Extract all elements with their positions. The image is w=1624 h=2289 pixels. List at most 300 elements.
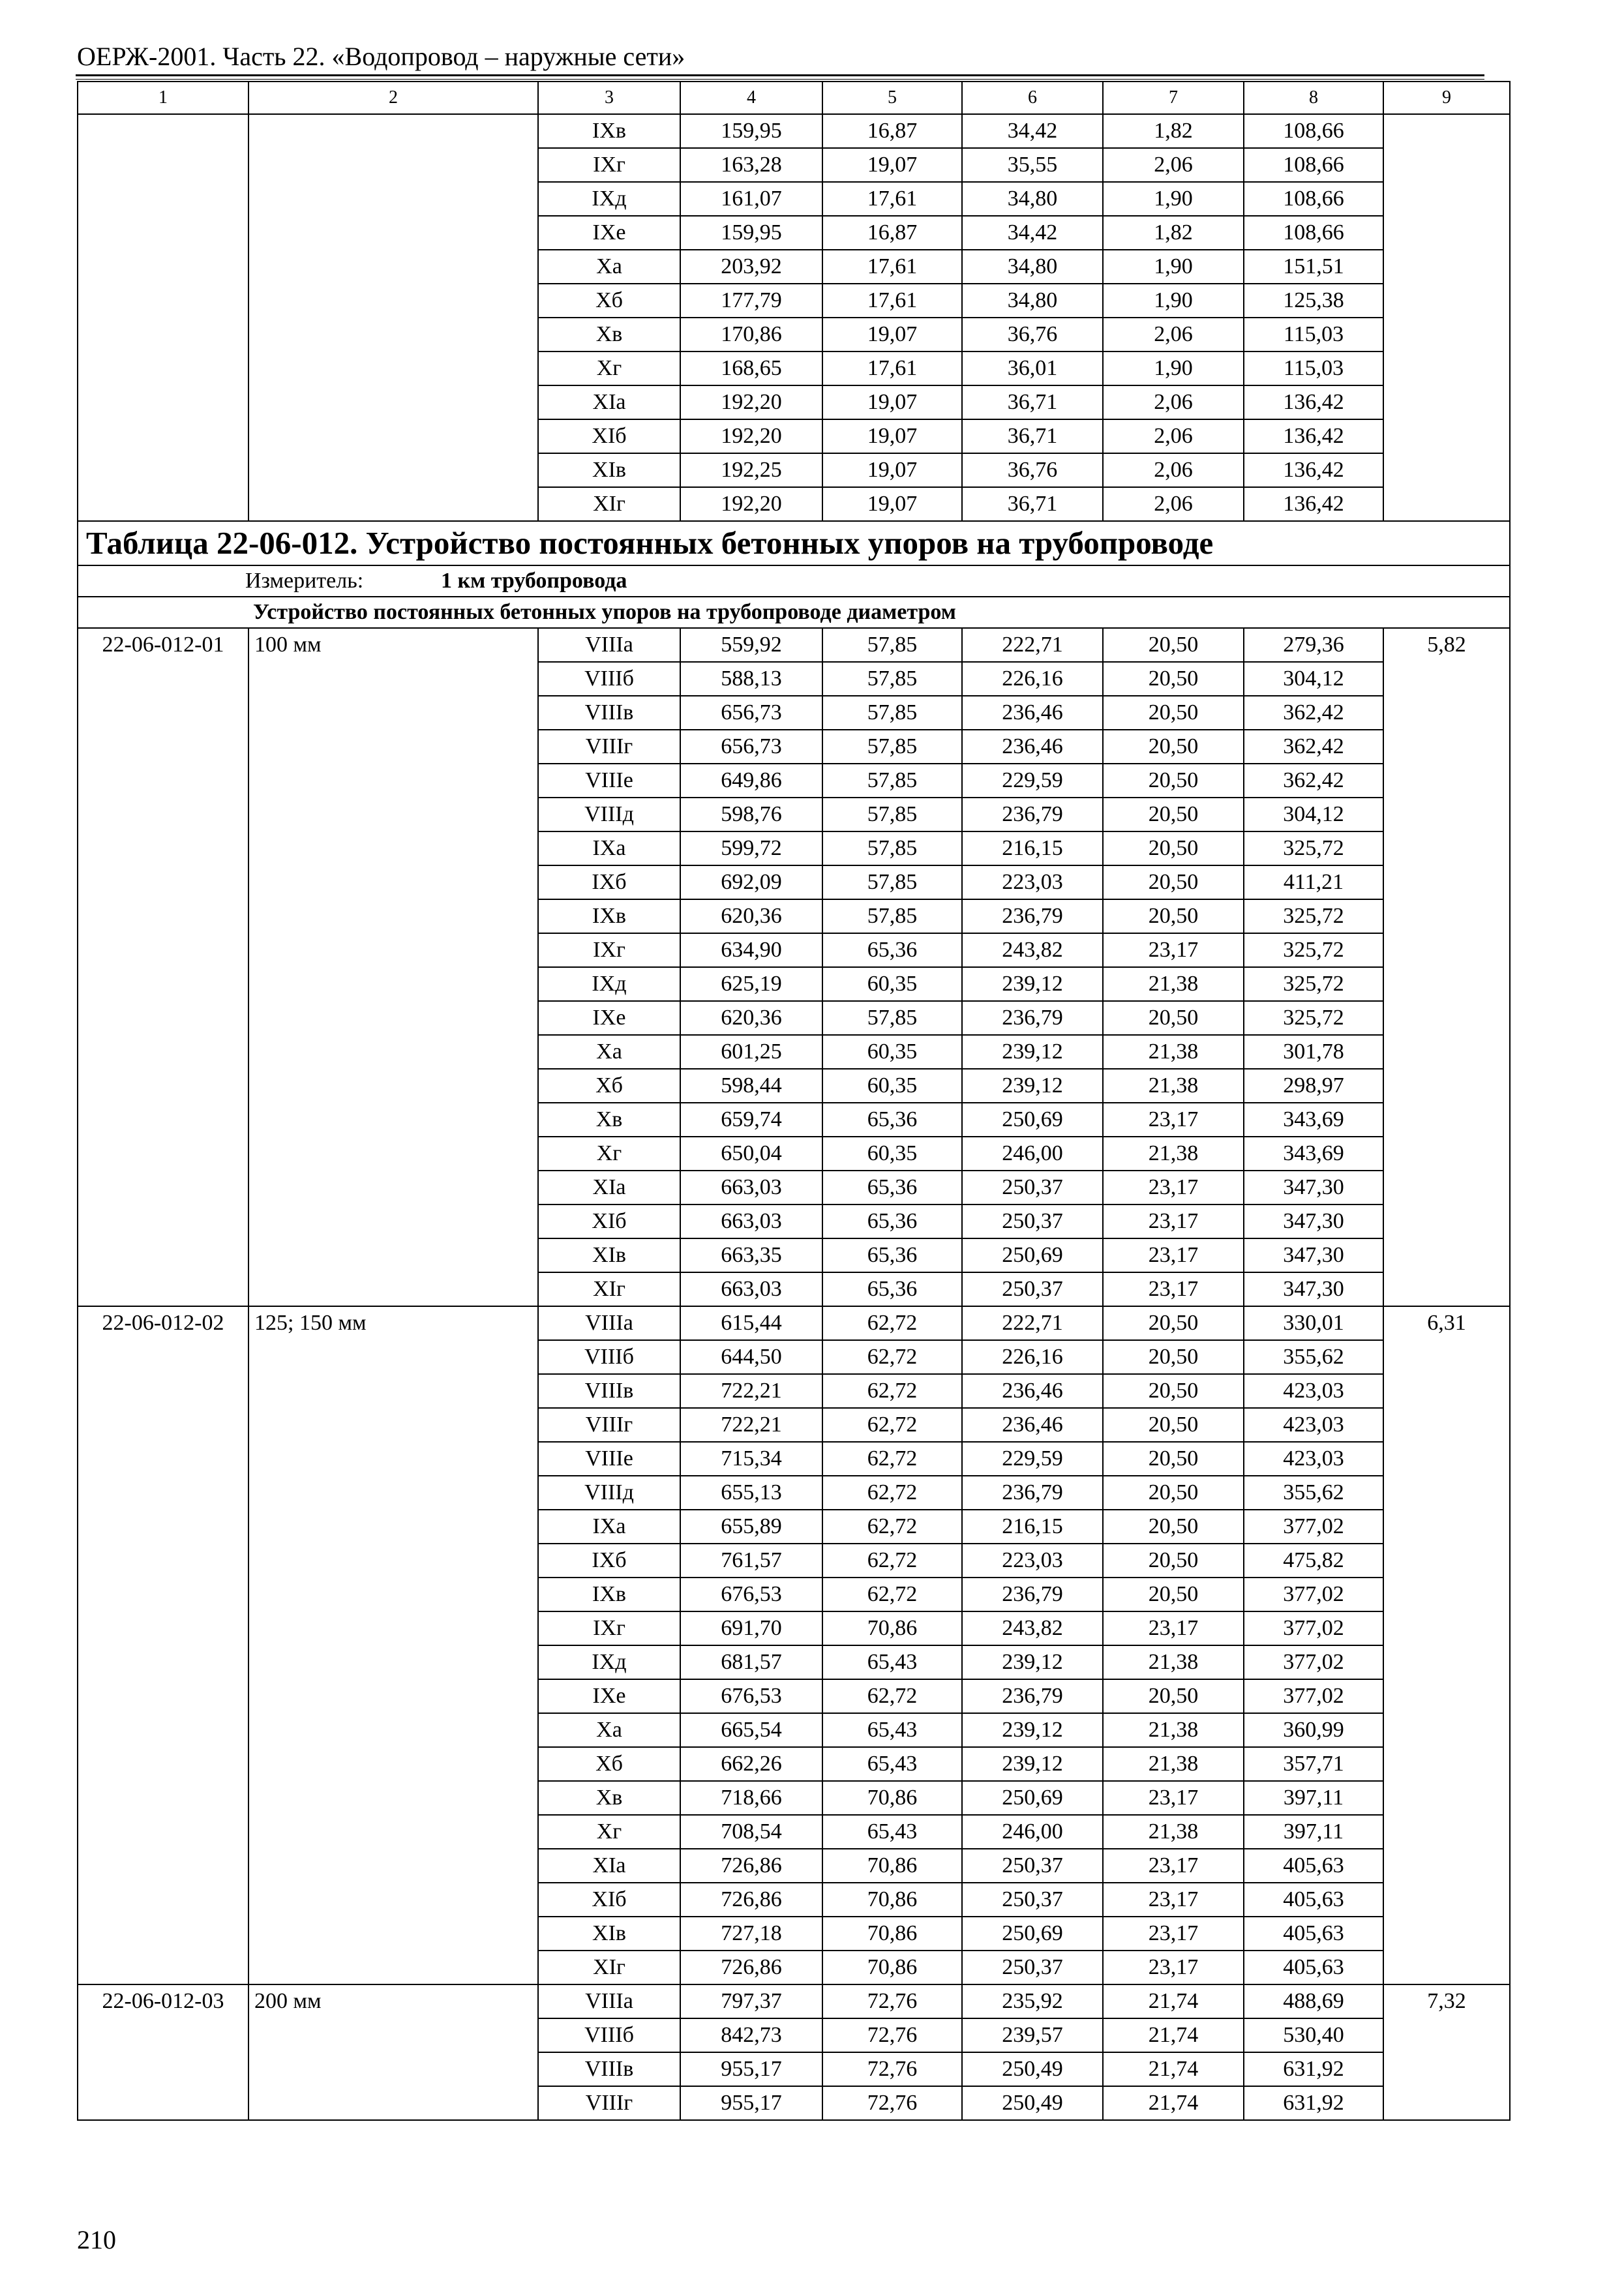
value-cell: 136,42 bbox=[1244, 453, 1383, 487]
page-header: ОЕРЖ-2001. Часть 22. «Водопровод – наружные сети» bbox=[77, 42, 685, 71]
value-cell: 65,43 bbox=[822, 1713, 962, 1747]
unit-row bbox=[78, 565, 1510, 597]
value-cell: 620,36 bbox=[680, 899, 822, 933]
value-cell: 65,36 bbox=[822, 1272, 962, 1306]
value-cell: 17,61 bbox=[822, 284, 962, 318]
column-number-row bbox=[78, 82, 1510, 114]
table-row bbox=[78, 1951, 1510, 1984]
value-cell: 236,79 bbox=[962, 1476, 1103, 1510]
col9-cell-empty bbox=[1383, 216, 1510, 250]
name-cell-empty bbox=[248, 1679, 538, 1713]
zone-cell: IXа bbox=[538, 831, 680, 865]
value-cell: 655,89 bbox=[680, 1510, 822, 1544]
value-cell: 17,61 bbox=[822, 352, 962, 385]
value-cell: 634,90 bbox=[680, 933, 822, 967]
value-cell: 192,20 bbox=[680, 487, 822, 521]
value-cell: 405,63 bbox=[1244, 1917, 1383, 1951]
value-cell: 20,50 bbox=[1103, 696, 1244, 730]
column-number: 5 bbox=[822, 82, 962, 114]
value-cell: 62,72 bbox=[822, 1340, 962, 1374]
value-cell: 722,21 bbox=[680, 1374, 822, 1408]
value-cell: 423,03 bbox=[1244, 1408, 1383, 1442]
code-cell-empty bbox=[78, 933, 248, 967]
table-row bbox=[78, 798, 1510, 831]
table-row bbox=[78, 487, 1510, 521]
value-cell: 347,30 bbox=[1244, 1238, 1383, 1272]
table-row bbox=[78, 730, 1510, 764]
value-cell: 655,13 bbox=[680, 1476, 822, 1510]
name-cell-empty bbox=[248, 148, 538, 182]
value-cell: 325,72 bbox=[1244, 1001, 1383, 1035]
value-cell: 20,50 bbox=[1103, 1510, 1244, 1544]
code-cell-empty bbox=[78, 419, 248, 453]
value-cell: 34,80 bbox=[962, 284, 1103, 318]
zone-cell: IXе bbox=[538, 1679, 680, 1713]
col9-cell-empty bbox=[1383, 967, 1510, 1001]
table-row bbox=[78, 1781, 1510, 1815]
value-cell: 23,17 bbox=[1103, 1272, 1244, 1306]
value-cell: 70,86 bbox=[822, 1951, 962, 1984]
value-cell: 239,12 bbox=[962, 1713, 1103, 1747]
value-cell: 236,79 bbox=[962, 1001, 1103, 1035]
value-cell: 250,37 bbox=[962, 1951, 1103, 1984]
value-cell: 72,76 bbox=[822, 2018, 962, 2052]
zone-cell: VIIIг bbox=[538, 730, 680, 764]
table-row bbox=[78, 1408, 1510, 1442]
value-cell: 62,72 bbox=[822, 1442, 962, 1476]
value-cell: 159,95 bbox=[680, 114, 822, 148]
table-row bbox=[78, 1679, 1510, 1713]
zone-cell: Xа bbox=[538, 250, 680, 284]
code-cell-empty bbox=[78, 1001, 248, 1035]
value-cell: 108,66 bbox=[1244, 148, 1383, 182]
table-row bbox=[78, 1374, 1510, 1408]
name-cell-empty bbox=[248, 730, 538, 764]
value-cell: 615,44 bbox=[680, 1306, 822, 1340]
zone-cell: Xг bbox=[538, 1137, 680, 1171]
col9-cell-empty bbox=[1383, 1849, 1510, 1883]
value-cell: 36,71 bbox=[962, 419, 1103, 453]
value-cell: 72,76 bbox=[822, 1984, 962, 2018]
zone-cell: XIг bbox=[538, 1951, 680, 1984]
value-cell: 20,50 bbox=[1103, 1476, 1244, 1510]
col9-cell-empty bbox=[1383, 1747, 1510, 1781]
name-cell-empty bbox=[248, 1069, 538, 1103]
table-row bbox=[78, 1238, 1510, 1272]
zone-cell: XIг bbox=[538, 487, 680, 521]
value-cell: 21,38 bbox=[1103, 1035, 1244, 1069]
value-cell: 599,72 bbox=[680, 831, 822, 865]
name-cell-empty bbox=[248, 1849, 538, 1883]
table-row bbox=[78, 148, 1510, 182]
name-cell-empty bbox=[248, 1815, 538, 1849]
value-cell: 65,36 bbox=[822, 1103, 962, 1137]
name-cell-empty bbox=[248, 1137, 538, 1171]
code-cell-empty bbox=[78, 1442, 248, 1476]
value-cell: 239,12 bbox=[962, 967, 1103, 1001]
value-cell: 34,42 bbox=[962, 216, 1103, 250]
value-cell: 250,37 bbox=[962, 1204, 1103, 1238]
value-cell: 62,72 bbox=[822, 1510, 962, 1544]
value-cell: 355,62 bbox=[1244, 1476, 1383, 1510]
value-cell: 250,69 bbox=[962, 1917, 1103, 1951]
table-row bbox=[78, 1272, 1510, 1306]
col9-cell-empty bbox=[1383, 1679, 1510, 1713]
value-cell: 60,35 bbox=[822, 1069, 962, 1103]
value-cell: 108,66 bbox=[1244, 114, 1383, 148]
code-cell-empty bbox=[78, 1204, 248, 1238]
col9-cell-empty bbox=[1383, 1544, 1510, 1578]
value-cell: 423,03 bbox=[1244, 1442, 1383, 1476]
col9-cell-empty bbox=[1383, 1171, 1510, 1204]
value-cell: 488,69 bbox=[1244, 1984, 1383, 2018]
zone-cell: VIIIа bbox=[538, 1984, 680, 2018]
code-cell-empty bbox=[78, 1476, 248, 1510]
value-cell: 726,86 bbox=[680, 1951, 822, 1984]
value-cell: 236,46 bbox=[962, 1408, 1103, 1442]
value-cell: 163,28 bbox=[680, 148, 822, 182]
value-cell: 19,07 bbox=[822, 487, 962, 521]
name-cell-empty bbox=[248, 1476, 538, 1510]
col9-cell-empty bbox=[1383, 1069, 1510, 1103]
zone-cell: VIIIв bbox=[538, 2052, 680, 2086]
name-cell-empty bbox=[248, 2018, 538, 2052]
col9-cell-empty bbox=[1383, 385, 1510, 419]
value-cell: 656,73 bbox=[680, 696, 822, 730]
value-cell: 125,38 bbox=[1244, 284, 1383, 318]
table-row bbox=[78, 933, 1510, 967]
value-cell: 21,38 bbox=[1103, 967, 1244, 1001]
col9-cell-empty bbox=[1383, 1917, 1510, 1951]
name-cell-empty bbox=[248, 284, 538, 318]
zone-cell: Xа bbox=[538, 1713, 680, 1747]
value-cell: 20,50 bbox=[1103, 662, 1244, 696]
name-cell-empty bbox=[248, 1917, 538, 1951]
value-cell: 246,00 bbox=[962, 1815, 1103, 1849]
name-cell-empty bbox=[248, 1510, 538, 1544]
value-cell: 229,59 bbox=[962, 764, 1103, 798]
unit-label: Измеритель: bbox=[245, 569, 364, 593]
name-cell-empty bbox=[248, 865, 538, 899]
col9-cell-empty bbox=[1383, 1103, 1510, 1137]
col9-cell-empty bbox=[1383, 899, 1510, 933]
value-cell: 168,65 bbox=[680, 352, 822, 385]
value-cell: 681,57 bbox=[680, 1645, 822, 1679]
value-cell: 20,50 bbox=[1103, 764, 1244, 798]
code-cell-empty bbox=[78, 1374, 248, 1408]
table-row bbox=[78, 1713, 1510, 1747]
value-cell: 57,85 bbox=[822, 1001, 962, 1035]
code-cell-empty bbox=[78, 1781, 248, 1815]
col9-cell-empty bbox=[1383, 114, 1510, 148]
value-cell: 955,17 bbox=[680, 2086, 822, 2120]
column-number: 6 bbox=[962, 82, 1103, 114]
value-cell: 34,80 bbox=[962, 250, 1103, 284]
unit-value: 1 км трубопровода bbox=[441, 569, 627, 593]
value-cell: 475,82 bbox=[1244, 1544, 1383, 1578]
value-cell: 65,36 bbox=[822, 1171, 962, 1204]
value-cell: 559,92 bbox=[680, 628, 822, 662]
value-cell: 239,12 bbox=[962, 1747, 1103, 1781]
value-cell: 250,37 bbox=[962, 1171, 1103, 1204]
zone-cell: IXв bbox=[538, 899, 680, 933]
value-cell: 20,50 bbox=[1103, 1679, 1244, 1713]
value-cell: 20,50 bbox=[1103, 1001, 1244, 1035]
value-cell: 239,12 bbox=[962, 1645, 1103, 1679]
name-cell-empty bbox=[248, 2086, 538, 2120]
zone-cell: IXв bbox=[538, 1578, 680, 1611]
value-cell: 136,42 bbox=[1244, 385, 1383, 419]
table-row bbox=[78, 1645, 1510, 1679]
value-cell: 676,53 bbox=[680, 1679, 822, 1713]
table-row bbox=[78, 419, 1510, 453]
value-cell: 708,54 bbox=[680, 1815, 822, 1849]
value-cell: 65,36 bbox=[822, 1204, 962, 1238]
table-row bbox=[78, 967, 1510, 1001]
value-cell: 955,17 bbox=[680, 2052, 822, 2086]
code-cell-empty bbox=[78, 662, 248, 696]
col9-value: 5,82 bbox=[1383, 628, 1510, 662]
value-cell: 1,82 bbox=[1103, 216, 1244, 250]
name-cell-empty bbox=[248, 216, 538, 250]
name-cell-empty bbox=[248, 352, 538, 385]
value-cell: 727,18 bbox=[680, 1917, 822, 1951]
value-cell: 57,85 bbox=[822, 662, 962, 696]
value-cell: 377,02 bbox=[1244, 1611, 1383, 1645]
table-row bbox=[78, 114, 1510, 148]
value-cell: 60,35 bbox=[822, 1035, 962, 1069]
col9-cell-empty bbox=[1383, 1204, 1510, 1238]
value-cell: 21,74 bbox=[1103, 1984, 1244, 2018]
value-cell: 530,40 bbox=[1244, 2018, 1383, 2052]
value-cell: 250,69 bbox=[962, 1103, 1103, 1137]
zone-cell: XIб bbox=[538, 1204, 680, 1238]
table-row bbox=[78, 1984, 1510, 2018]
value-cell: 20,50 bbox=[1103, 865, 1244, 899]
col9-cell-empty bbox=[1383, 2018, 1510, 2052]
value-cell: 20,50 bbox=[1103, 831, 1244, 865]
value-cell: 236,79 bbox=[962, 899, 1103, 933]
value-cell: 23,17 bbox=[1103, 1917, 1244, 1951]
col9-cell-empty bbox=[1383, 1476, 1510, 1510]
value-cell: 691,70 bbox=[680, 1611, 822, 1645]
value-cell: 21,38 bbox=[1103, 1645, 1244, 1679]
value-cell: 1,90 bbox=[1103, 182, 1244, 216]
zone-cell: XIв bbox=[538, 453, 680, 487]
zone-cell: Xв bbox=[538, 318, 680, 352]
value-cell: 360,99 bbox=[1244, 1713, 1383, 1747]
value-cell: 19,07 bbox=[822, 419, 962, 453]
col9-cell-empty bbox=[1383, 798, 1510, 831]
value-cell: 57,85 bbox=[822, 696, 962, 730]
value-cell: 377,02 bbox=[1244, 1645, 1383, 1679]
value-cell: 1,90 bbox=[1103, 284, 1244, 318]
name-cell-empty bbox=[248, 1883, 538, 1917]
name-cell-empty bbox=[248, 385, 538, 419]
value-cell: 644,50 bbox=[680, 1340, 822, 1374]
value-cell: 411,21 bbox=[1244, 865, 1383, 899]
value-cell: 65,43 bbox=[822, 1747, 962, 1781]
value-cell: 325,72 bbox=[1244, 967, 1383, 1001]
col9-cell-empty bbox=[1383, 764, 1510, 798]
value-cell: 226,16 bbox=[962, 1340, 1103, 1374]
value-cell: 23,17 bbox=[1103, 933, 1244, 967]
column-number: 1 bbox=[78, 82, 248, 114]
table-row bbox=[78, 1035, 1510, 1069]
value-cell: 115,03 bbox=[1244, 352, 1383, 385]
col9-cell-empty bbox=[1383, 1510, 1510, 1544]
value-cell: 235,92 bbox=[962, 1984, 1103, 2018]
table-row bbox=[78, 831, 1510, 865]
name-cell-empty bbox=[248, 1204, 538, 1238]
table-row bbox=[78, 1578, 1510, 1611]
zone-cell: IXб bbox=[538, 865, 680, 899]
value-cell: 2,06 bbox=[1103, 385, 1244, 419]
value-cell: 20,50 bbox=[1103, 1408, 1244, 1442]
value-cell: 397,11 bbox=[1244, 1815, 1383, 1849]
name-cell-empty bbox=[248, 662, 538, 696]
value-cell: 631,92 bbox=[1244, 2052, 1383, 2086]
col9-cell-empty bbox=[1383, 730, 1510, 764]
zone-cell: IXа bbox=[538, 1510, 680, 1544]
value-cell: 662,26 bbox=[680, 1747, 822, 1781]
value-cell: 23,17 bbox=[1103, 1204, 1244, 1238]
code-cell-empty bbox=[78, 831, 248, 865]
code-cell-empty bbox=[78, 1815, 248, 1849]
value-cell: 625,19 bbox=[680, 967, 822, 1001]
name-cell-empty bbox=[248, 764, 538, 798]
name-cell-empty bbox=[248, 318, 538, 352]
value-cell: 223,03 bbox=[962, 865, 1103, 899]
value-cell: 20,50 bbox=[1103, 628, 1244, 662]
col9-cell-empty bbox=[1383, 865, 1510, 899]
code-cell-empty bbox=[78, 1035, 248, 1069]
name-cell-empty bbox=[248, 250, 538, 284]
value-cell: 797,37 bbox=[680, 1984, 822, 2018]
value-cell: 1,90 bbox=[1103, 250, 1244, 284]
value-cell: 20,50 bbox=[1103, 899, 1244, 933]
table-row bbox=[78, 1171, 1510, 1204]
value-cell: 23,17 bbox=[1103, 1883, 1244, 1917]
value-cell: 405,63 bbox=[1244, 1883, 1383, 1917]
value-cell: 70,86 bbox=[822, 1917, 962, 1951]
zone-cell: IXг bbox=[538, 933, 680, 967]
price-code: 22-06-012-02 bbox=[78, 1306, 248, 1340]
zone-cell: IXе bbox=[538, 216, 680, 250]
code-cell-empty bbox=[78, 1645, 248, 1679]
value-cell: 20,50 bbox=[1103, 730, 1244, 764]
zone-cell: VIIIд bbox=[538, 798, 680, 831]
table-row bbox=[78, 1137, 1510, 1171]
page-number: 210 bbox=[77, 2225, 116, 2254]
value-cell: 21,74 bbox=[1103, 2018, 1244, 2052]
value-cell: 34,80 bbox=[962, 182, 1103, 216]
name-cell-empty bbox=[248, 419, 538, 453]
value-cell: 65,43 bbox=[822, 1815, 962, 1849]
zone-cell: IXв bbox=[538, 114, 680, 148]
unit-cell bbox=[78, 565, 1510, 597]
zone-cell: VIIIд bbox=[538, 1476, 680, 1510]
value-cell: 842,73 bbox=[680, 2018, 822, 2052]
code-cell-empty bbox=[78, 1510, 248, 1544]
table-row bbox=[78, 1510, 1510, 1544]
value-cell: 108,66 bbox=[1244, 216, 1383, 250]
code-cell-empty bbox=[78, 967, 248, 1001]
name-cell-empty bbox=[248, 1035, 538, 1069]
zone-cell: VIIIг bbox=[538, 1408, 680, 1442]
value-cell: 62,72 bbox=[822, 1476, 962, 1510]
col9-cell-empty bbox=[1383, 1713, 1510, 1747]
value-cell: 1,82 bbox=[1103, 114, 1244, 148]
zone-cell: XIа bbox=[538, 385, 680, 419]
value-cell: 377,02 bbox=[1244, 1510, 1383, 1544]
table-row bbox=[78, 2052, 1510, 2086]
table-row bbox=[78, 1001, 1510, 1035]
value-cell: 304,12 bbox=[1244, 662, 1383, 696]
name-cell-empty bbox=[248, 1408, 538, 1442]
value-cell: 17,61 bbox=[822, 182, 962, 216]
value-cell: 298,97 bbox=[1244, 1069, 1383, 1103]
zone-cell: VIIIб bbox=[538, 2018, 680, 2052]
code-cell-empty bbox=[78, 284, 248, 318]
name-cell-empty bbox=[248, 1611, 538, 1645]
col9-cell-empty bbox=[1383, 352, 1510, 385]
value-cell: 362,42 bbox=[1244, 730, 1383, 764]
value-cell: 357,71 bbox=[1244, 1747, 1383, 1781]
zone-cell: VIIIе bbox=[538, 764, 680, 798]
value-cell: 36,76 bbox=[962, 318, 1103, 352]
value-cell: 21,38 bbox=[1103, 1137, 1244, 1171]
value-cell: 226,16 bbox=[962, 662, 1103, 696]
value-cell: 115,03 bbox=[1244, 318, 1383, 352]
table-row bbox=[78, 453, 1510, 487]
value-cell: 222,71 bbox=[962, 628, 1103, 662]
value-cell: 405,63 bbox=[1244, 1849, 1383, 1883]
col9-cell-empty bbox=[1383, 2052, 1510, 2086]
table-row bbox=[78, 216, 1510, 250]
name-cell-empty bbox=[248, 899, 538, 933]
code-cell-empty bbox=[78, 1069, 248, 1103]
value-cell: 57,85 bbox=[822, 764, 962, 798]
value-cell: 21,38 bbox=[1103, 1069, 1244, 1103]
value-cell: 23,17 bbox=[1103, 1611, 1244, 1645]
value-cell: 663,03 bbox=[680, 1204, 822, 1238]
name-cell-empty bbox=[248, 1645, 538, 1679]
value-cell: 170,86 bbox=[680, 318, 822, 352]
value-cell: 21,38 bbox=[1103, 1713, 1244, 1747]
table-row bbox=[78, 2018, 1510, 2052]
value-cell: 663,03 bbox=[680, 1272, 822, 1306]
value-cell: 362,42 bbox=[1244, 696, 1383, 730]
value-cell: 57,85 bbox=[822, 730, 962, 764]
value-cell: 347,30 bbox=[1244, 1171, 1383, 1204]
table-row bbox=[78, 1069, 1510, 1103]
col9-cell-empty bbox=[1383, 1951, 1510, 1984]
value-cell: 665,54 bbox=[680, 1713, 822, 1747]
code-cell-empty bbox=[78, 1883, 248, 1917]
col9-cell-empty bbox=[1383, 487, 1510, 521]
zone-cell: XIв bbox=[538, 1917, 680, 1951]
name-cell-empty bbox=[248, 2052, 538, 2086]
value-cell: 21,38 bbox=[1103, 1747, 1244, 1781]
code-cell-empty bbox=[78, 865, 248, 899]
col9-cell-empty bbox=[1383, 182, 1510, 216]
col9-cell-empty bbox=[1383, 148, 1510, 182]
value-cell: 377,02 bbox=[1244, 1679, 1383, 1713]
price-table-body bbox=[78, 82, 1510, 2120]
col9-cell-empty bbox=[1383, 1611, 1510, 1645]
value-cell: 20,50 bbox=[1103, 1340, 1244, 1374]
